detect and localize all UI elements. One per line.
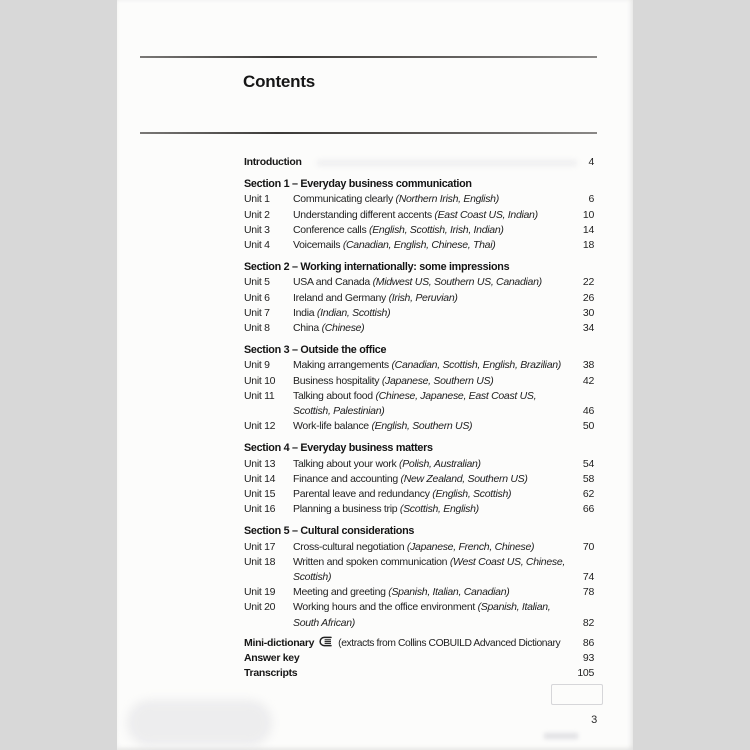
- unit-label: Unit 14: [244, 472, 276, 485]
- unit-title-text: Voicemails: [293, 239, 343, 252]
- unit-title-text: Planning a business trip: [293, 503, 400, 516]
- unit-title-line: [293, 540, 575, 555]
- section-heading: Section 2 – Working internationally: some impressions: [244, 261, 510, 274]
- unit-page-number: 58: [582, 472, 594, 485]
- dictionary-icon: [319, 636, 333, 652]
- book-page: [117, 0, 633, 750]
- unit-row: [244, 208, 594, 223]
- unit-title-line: [293, 208, 575, 223]
- unit-row: [244, 192, 594, 207]
- unit-label: Unit 16: [244, 503, 276, 516]
- unit-title-block: [293, 487, 575, 502]
- unit-accents: (English, Scottish): [432, 488, 512, 501]
- unit-title-line: [293, 374, 575, 389]
- mini-dictionary-page-number: 86: [582, 636, 594, 649]
- unit-title-line: [293, 275, 575, 290]
- toc-section: [244, 524, 594, 630]
- unit-page-number: 6: [588, 193, 594, 206]
- unit-title-text: Written and spoken communication: [293, 555, 450, 568]
- unit-title-text: Cross-cultural negotiation: [293, 540, 407, 553]
- transcripts-row: [244, 666, 594, 681]
- unit-title-block: [293, 275, 575, 290]
- unit-accents: (Northern Irish, English): [395, 193, 499, 206]
- unit-page-number: 18: [582, 239, 594, 252]
- unit-title-line: [293, 600, 575, 615]
- mini-dictionary-row: [244, 635, 594, 651]
- unit-page-number: 70: [582, 540, 594, 553]
- unit-label: Unit 7: [244, 306, 270, 319]
- section-heading: Section 1 – Everyday business communication: [244, 178, 472, 191]
- unit-label: Unit 1: [244, 193, 270, 206]
- unit-title-line: [293, 419, 575, 434]
- unit-page-number: 14: [582, 223, 594, 236]
- unit-title-text: Communicating clearly: [293, 193, 396, 206]
- unit-accents: (Indian, Scottish): [316, 306, 391, 319]
- answer-key-row: [244, 651, 594, 666]
- unit-row: [244, 389, 594, 419]
- unit-label: Unit 12: [244, 420, 276, 433]
- answer-key-page-number: 93: [582, 652, 594, 665]
- unit-row: [244, 502, 594, 517]
- unit-title-block: [293, 321, 575, 336]
- unit-title-line: [293, 321, 575, 336]
- unit-label: Unit 3: [244, 223, 270, 236]
- unit-title-text: Talking about your work: [293, 457, 400, 470]
- unit-row: [244, 540, 594, 555]
- unit-accents: (Polish, Australian): [399, 457, 481, 470]
- introduction-label: Introduction: [244, 156, 302, 168]
- bleed-through-artifact: [551, 684, 603, 705]
- unit-label: Unit 13: [244, 457, 276, 470]
- unit-title-text: Meeting and greeting: [293, 586, 389, 599]
- unit-title-block: [293, 291, 575, 306]
- unit-accents: (Chinese, Japanese, East Coast US,: [375, 389, 537, 402]
- unit-page-number: 30: [582, 306, 594, 319]
- unit-title-text: Finance and accounting: [293, 472, 401, 485]
- unit-title-block: [293, 419, 575, 434]
- unit-label: Unit 8: [244, 322, 270, 335]
- unit-title-line: [293, 358, 575, 373]
- unit-title-block: [293, 208, 575, 223]
- unit-label: Unit 15: [244, 488, 276, 501]
- unit-title-line: [293, 472, 575, 487]
- unit-row: [244, 291, 594, 306]
- transcripts-label: Transcripts: [244, 667, 298, 680]
- unit-row: [244, 585, 594, 600]
- unit-page-number: 42: [582, 374, 594, 387]
- page-title: Contents: [243, 72, 316, 91]
- unit-title-line: [293, 291, 575, 306]
- unit-label: Unit 2: [244, 208, 270, 221]
- unit-title-block: [293, 457, 575, 472]
- section-heading: Section 3 – Outside the office: [244, 344, 387, 357]
- answer-key-label: Answer key: [244, 652, 300, 665]
- unit-title-line: [293, 457, 575, 472]
- unit-row: [244, 275, 594, 290]
- unit-accents-line2: [293, 404, 575, 419]
- unit-label: Unit 11: [244, 389, 275, 402]
- toc-section: [244, 343, 594, 434]
- unit-title-text: Conference calls: [293, 223, 370, 236]
- unit-accents: (Japanese, Southern US): [381, 374, 494, 387]
- unit-accents: (English, Scottish, Irish, Indian): [369, 223, 504, 236]
- toc-section: [244, 441, 594, 517]
- unit-row: [244, 306, 594, 321]
- section-heading: Section 5 – Cultural considerations: [244, 525, 415, 538]
- unit-row: [244, 555, 594, 585]
- unit-page-number: 38: [582, 359, 594, 372]
- unit-page-number: 74: [582, 571, 594, 584]
- header-rule-top: [140, 56, 597, 58]
- unit-accents: (Midwest US, Southern US, Canadian): [372, 276, 542, 289]
- unit-title-text: USA and Canada: [293, 276, 373, 289]
- unit-row: [244, 321, 594, 336]
- unit-accents-continued: Scottish, Palestinian): [293, 405, 385, 418]
- unit-label: Unit 10: [244, 374, 276, 387]
- unit-title-block: [293, 238, 575, 253]
- unit-title-text: Understanding different accents: [293, 208, 435, 221]
- introduction-page-number: 4: [588, 156, 594, 168]
- unit-label: Unit 5: [244, 276, 270, 289]
- unit-label: Unit 9: [244, 359, 270, 372]
- bleed-through-artifact: [127, 700, 272, 746]
- unit-accents: (Canadian, English, Chinese, Thai): [342, 239, 496, 252]
- unit-page-number: 10: [582, 208, 594, 221]
- toc-section: [244, 260, 594, 336]
- unit-row: [244, 223, 594, 238]
- unit-label: Unit 4: [244, 239, 270, 252]
- unit-title-line: [293, 555, 575, 570]
- unit-title-block: [293, 358, 575, 373]
- unit-page-number: 62: [582, 488, 594, 501]
- unit-label: Unit 19: [244, 586, 276, 599]
- toc-sections: [244, 177, 594, 631]
- unit-accents: (Japanese, French, Chinese): [406, 540, 535, 553]
- unit-title-line: [293, 487, 575, 502]
- mini-dictionary-label: Mini-dictionary: [244, 636, 315, 649]
- mini-dictionary-description: (extracts from Collins COBUILD Advanced Dictionary: [338, 637, 561, 649]
- unit-accents: (English, Southern US): [371, 420, 473, 433]
- unit-title-line: [293, 192, 580, 207]
- unit-label: Unit 6: [244, 291, 270, 304]
- unit-title-block: [293, 374, 575, 389]
- unit-row: [244, 238, 594, 253]
- unit-title-text: Working hours and the office environment: [293, 601, 478, 614]
- section-heading: Section 4 – Everyday business matters: [244, 442, 433, 455]
- unit-page-number: 82: [582, 616, 594, 629]
- unit-page-number: 46: [582, 405, 594, 418]
- unit-title-block: [293, 192, 580, 207]
- unit-accents-line2: [293, 616, 575, 631]
- unit-page-number: 22: [582, 276, 594, 289]
- table-of-contents: [244, 155, 594, 682]
- unit-title-block: [293, 540, 575, 555]
- unit-row: [244, 419, 594, 434]
- unit-title-line: [293, 238, 575, 253]
- unit-row: [244, 457, 594, 472]
- bleed-through-artifact: [544, 733, 578, 739]
- unit-page-number: 54: [582, 457, 594, 470]
- unit-accents: (New Zealand, Southern US): [400, 472, 528, 485]
- unit-title-text: Parental leave and redundancy: [293, 488, 433, 501]
- unit-title-text: Ireland and Germany: [293, 291, 389, 304]
- unit-accents: (Spanish, Italian,: [477, 601, 551, 614]
- unit-accents-line2: [293, 570, 575, 585]
- unit-title-block: [293, 389, 575, 419]
- unit-title-line: [293, 223, 575, 238]
- unit-title-line: [293, 306, 575, 321]
- unit-title-block: [293, 585, 575, 600]
- unit-title-text: Making arrangements: [293, 359, 392, 372]
- unit-accents: (Spanish, Italian, Canadian): [388, 586, 510, 599]
- unit-accents: (Chinese): [321, 322, 365, 335]
- unit-row: [244, 487, 594, 502]
- unit-title-line: [293, 585, 575, 600]
- unit-title-block: [293, 502, 575, 517]
- unit-accents-continued: South African): [293, 616, 355, 629]
- unit-title-block: [293, 306, 575, 321]
- unit-page-number: 26: [582, 291, 594, 304]
- transcripts-page-number: 105: [577, 667, 594, 680]
- unit-accents: (Canadian, Scottish, English, Brazilian): [391, 359, 561, 372]
- unit-label: Unit 18: [244, 555, 276, 568]
- unit-title-text: Talking about food: [293, 389, 376, 402]
- unit-row: [244, 600, 594, 630]
- footer-page-number: 3: [591, 714, 597, 726]
- unit-title-text: India: [293, 306, 317, 319]
- unit-label: Unit 20: [244, 601, 276, 614]
- unit-accents: (West Coast US, Chinese,: [449, 555, 565, 568]
- unit-row: [244, 374, 594, 389]
- unit-title-text: Business hospitality: [293, 374, 382, 387]
- unit-accents: (East Coast US, Indian): [434, 208, 538, 221]
- unit-page-number: 50: [582, 420, 594, 433]
- unit-title-line: [293, 502, 575, 517]
- unit-title-line: [293, 389, 575, 404]
- unit-row: [244, 358, 594, 373]
- unit-accents: (Irish, Peruvian): [388, 291, 458, 304]
- back-matter: [244, 635, 594, 682]
- unit-title-block: [293, 555, 575, 585]
- unit-accents-continued: Scottish): [293, 571, 332, 584]
- unit-label: Unit 17: [244, 540, 276, 553]
- unit-title-block: [293, 472, 575, 487]
- unit-title-text: China: [293, 322, 322, 335]
- unit-page-number: 78: [582, 586, 594, 599]
- unit-accents: (Scottish, English): [399, 503, 479, 516]
- header-rule-bottom: [140, 132, 597, 134]
- unit-page-number: 66: [582, 503, 594, 516]
- unit-title-text: Work-life balance: [293, 420, 372, 433]
- unit-page-number: 34: [582, 322, 594, 335]
- unit-title-block: [293, 223, 575, 238]
- introduction-row: [244, 155, 594, 170]
- unit-row: [244, 472, 594, 487]
- unit-title-block: [293, 600, 575, 630]
- toc-section: [244, 177, 594, 253]
